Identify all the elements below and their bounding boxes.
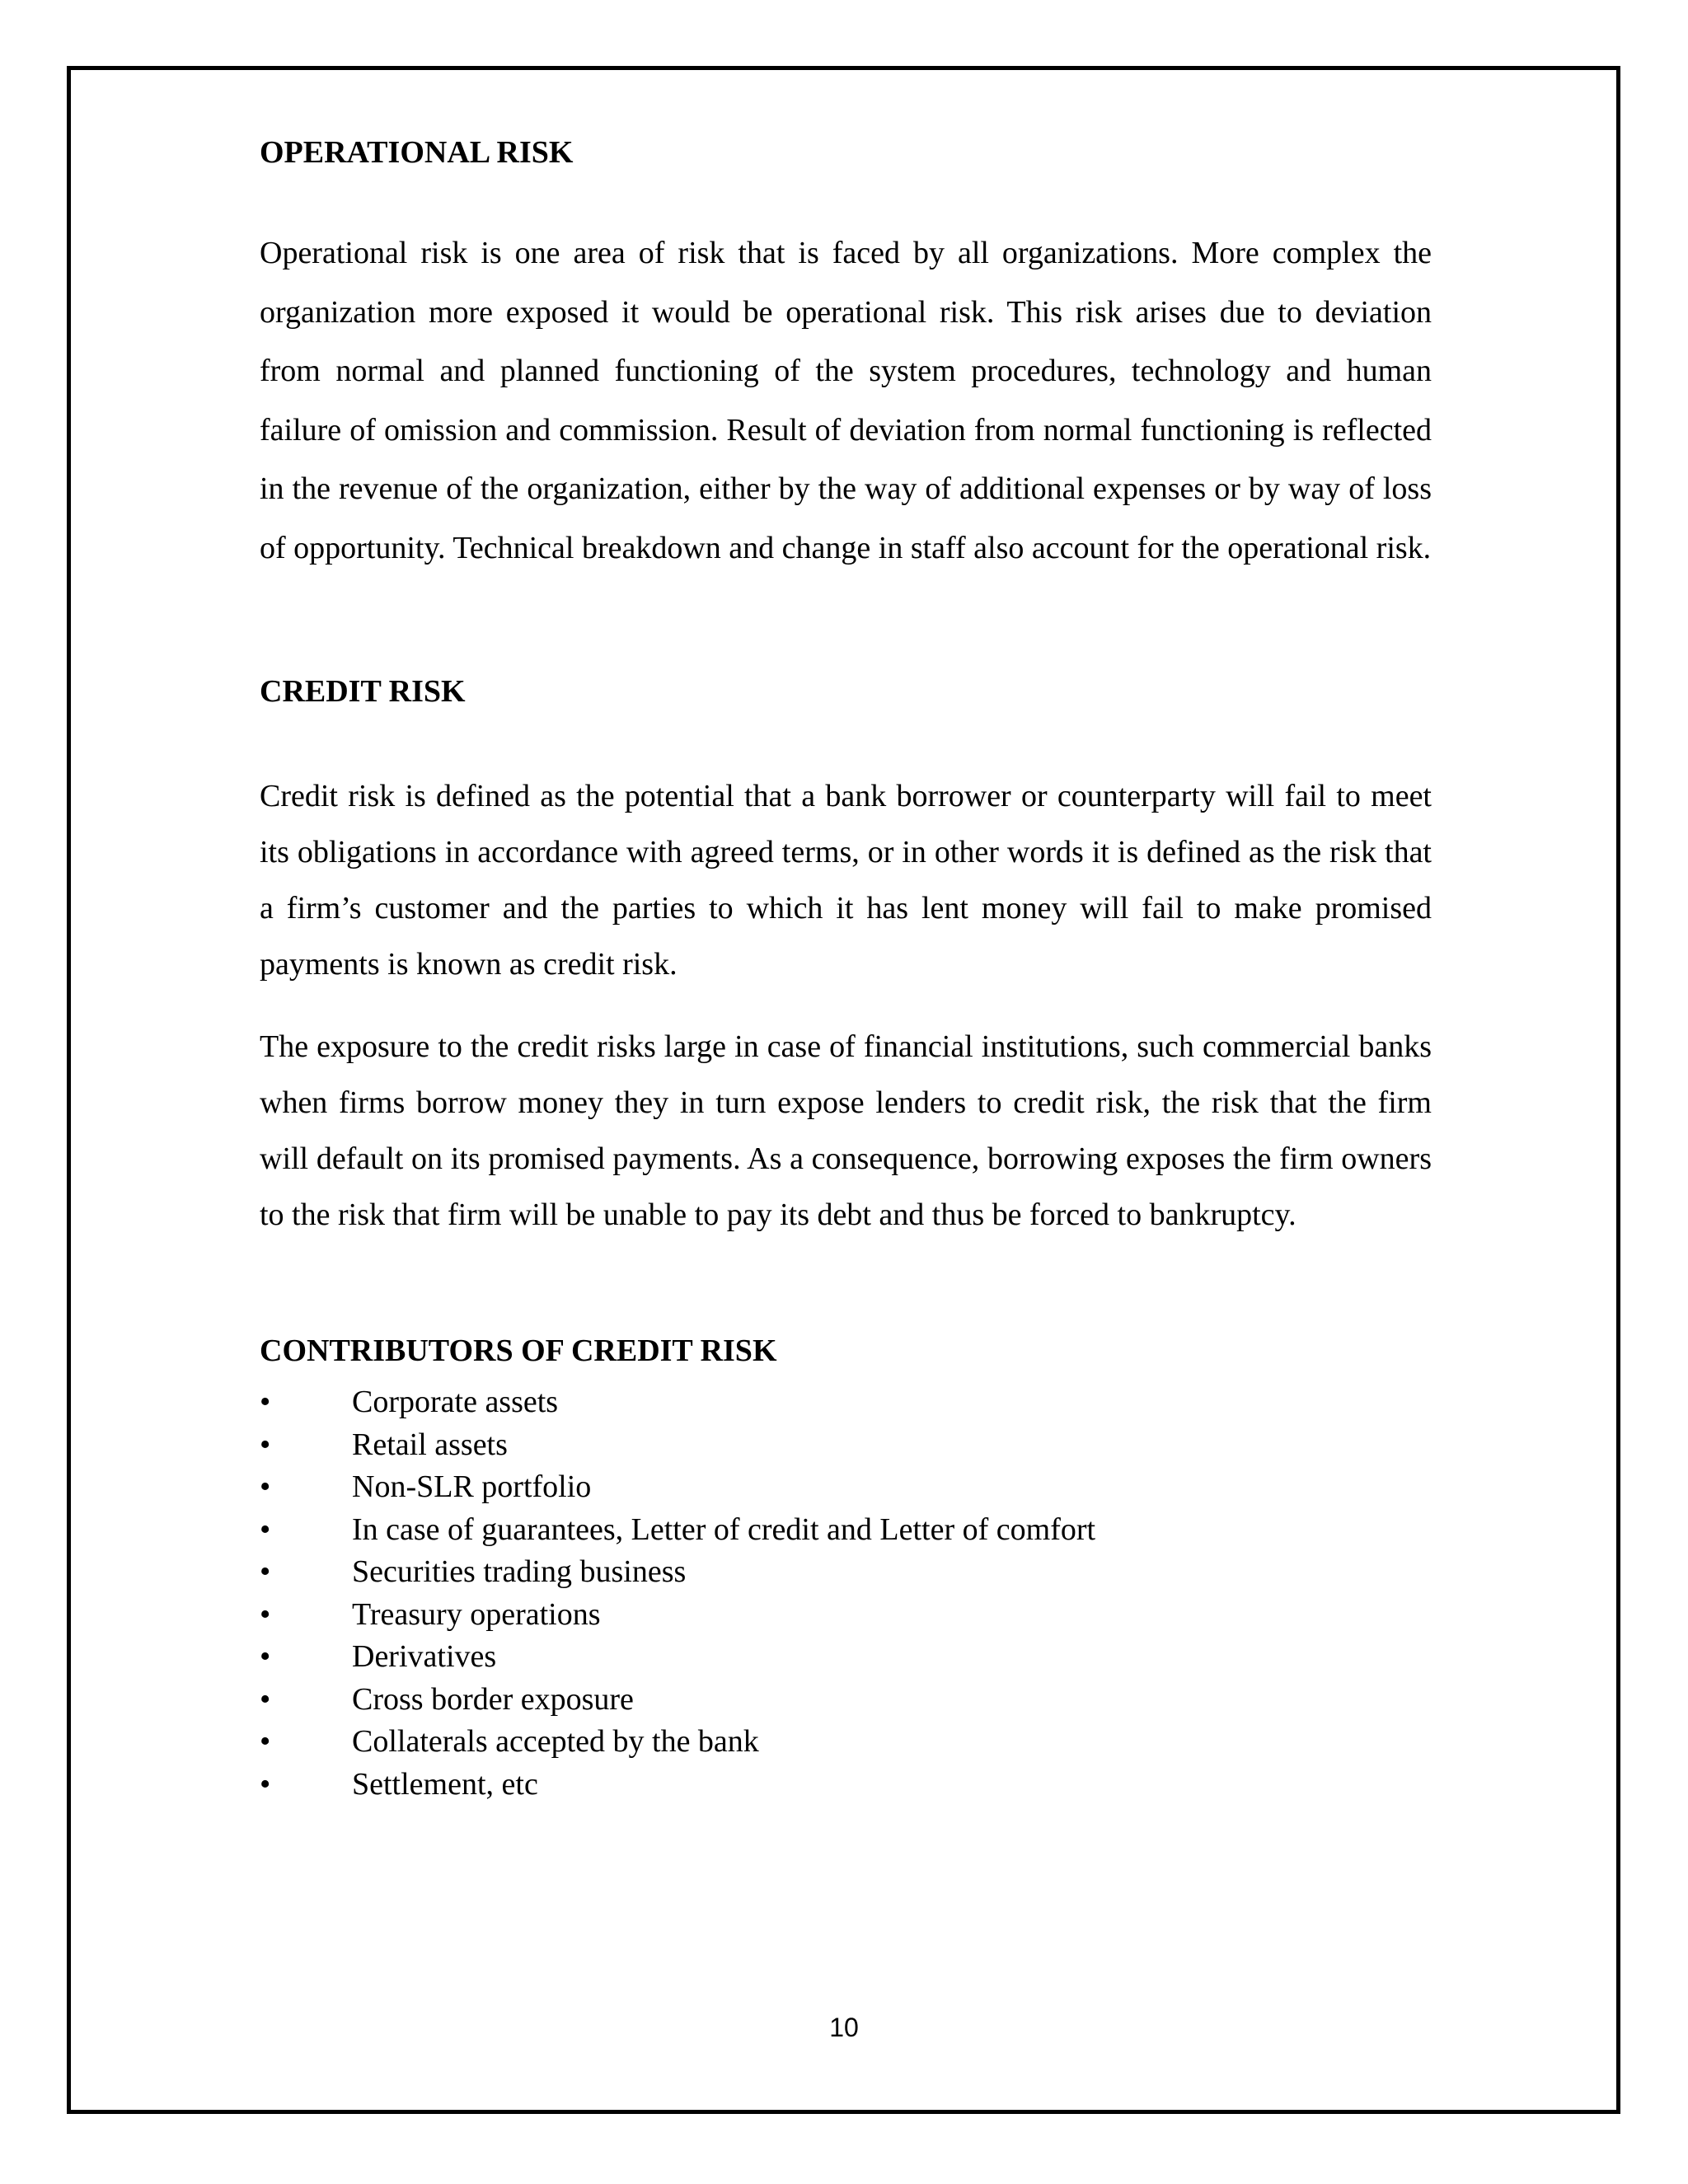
- list-item-text: In case of guarantees, Letter of credit and Letter of comfort: [352, 1511, 1096, 1547]
- list-item: [260, 1424, 1095, 1467]
- list-item: [260, 1594, 1095, 1637]
- bullet-icon: •: [260, 1554, 271, 1589]
- bullet-icon: •: [260, 1724, 271, 1759]
- list-item: [260, 1551, 1095, 1594]
- list-item-text: Retail assets: [352, 1427, 508, 1462]
- list-item-text: Non-SLR portfolio: [352, 1469, 592, 1504]
- list-item-text: Treasury operations: [352, 1596, 601, 1632]
- list-item-text: Derivatives: [352, 1639, 497, 1674]
- bullet-icon: •: [260, 1596, 271, 1632]
- credit-risk-heading: CREDIT RISK: [260, 674, 466, 709]
- list-item-text: Corporate assets: [352, 1385, 559, 1419]
- bullet-icon: •: [260, 1766, 271, 1802]
- list-item: [260, 1764, 1095, 1807]
- list-item: [260, 1509, 1095, 1552]
- credit-risk-paragraph-2: The exposure to the credit risks large in case of financial institutions, such commercial banks when firms borrow money they in turn expose lenders to credit risk, the risk that the firm will default on its promised payments. As a consequence, borrowing exposes the firm owners to the risk that firm will be unable to pay its debt and thus be forced to bankruptcy.: [260, 1029, 1432, 1232]
- list-item: [260, 1381, 1095, 1424]
- bullet-icon: •: [260, 1427, 271, 1462]
- list-item: [260, 1679, 1095, 1722]
- operational-risk-paragraph: Operational risk is one area of risk that is faced by all organizations. More complex the organization more exposed it would be operational risk. This risk arises due to deviation from normal and planned functioning of the system procedures, technology and human failure of omission and commission. Result of deviation from normal functioning is reflected in the revenue of the organization, either by the way of additional expenses or by way of loss of opportunity. Technical breakdown and change in staff also account for the operational risk.: [260, 236, 1432, 565]
- contributors-heading: CONTRIBUTORS OF CREDIT RISK: [260, 1333, 777, 1368]
- list-item: [260, 1721, 1095, 1764]
- list-item-text: Collaterals accepted by the bank: [352, 1724, 759, 1759]
- bullet-icon: •: [260, 1639, 271, 1674]
- credit-risk-paragraph-1: Credit risk is defined as the potential that a bank borrower or counterparty will fail to meet its obligations in accordance with agreed terms, or in other words it is defined as the risk that a firm’s customer and the parties to which it has lent money will fail to make promised payments is known as credit risk.: [260, 779, 1432, 982]
- contributors-list: [260, 1381, 1095, 1806]
- list-item: [260, 1636, 1095, 1679]
- list-item-text: Securities trading business: [352, 1554, 687, 1589]
- bullet-icon: •: [260, 1511, 271, 1547]
- list-item-text: Settlement, etc: [352, 1766, 538, 1802]
- bullet-icon: •: [260, 1469, 271, 1504]
- page-number: 10: [829, 2013, 859, 2042]
- bullet-icon: •: [260, 1385, 271, 1419]
- bullet-icon: •: [260, 1681, 271, 1717]
- list-item-text: Cross border exposure: [352, 1681, 634, 1717]
- list-item: [260, 1466, 1095, 1509]
- operational-risk-heading: OPERATIONAL RISK: [260, 135, 574, 170]
